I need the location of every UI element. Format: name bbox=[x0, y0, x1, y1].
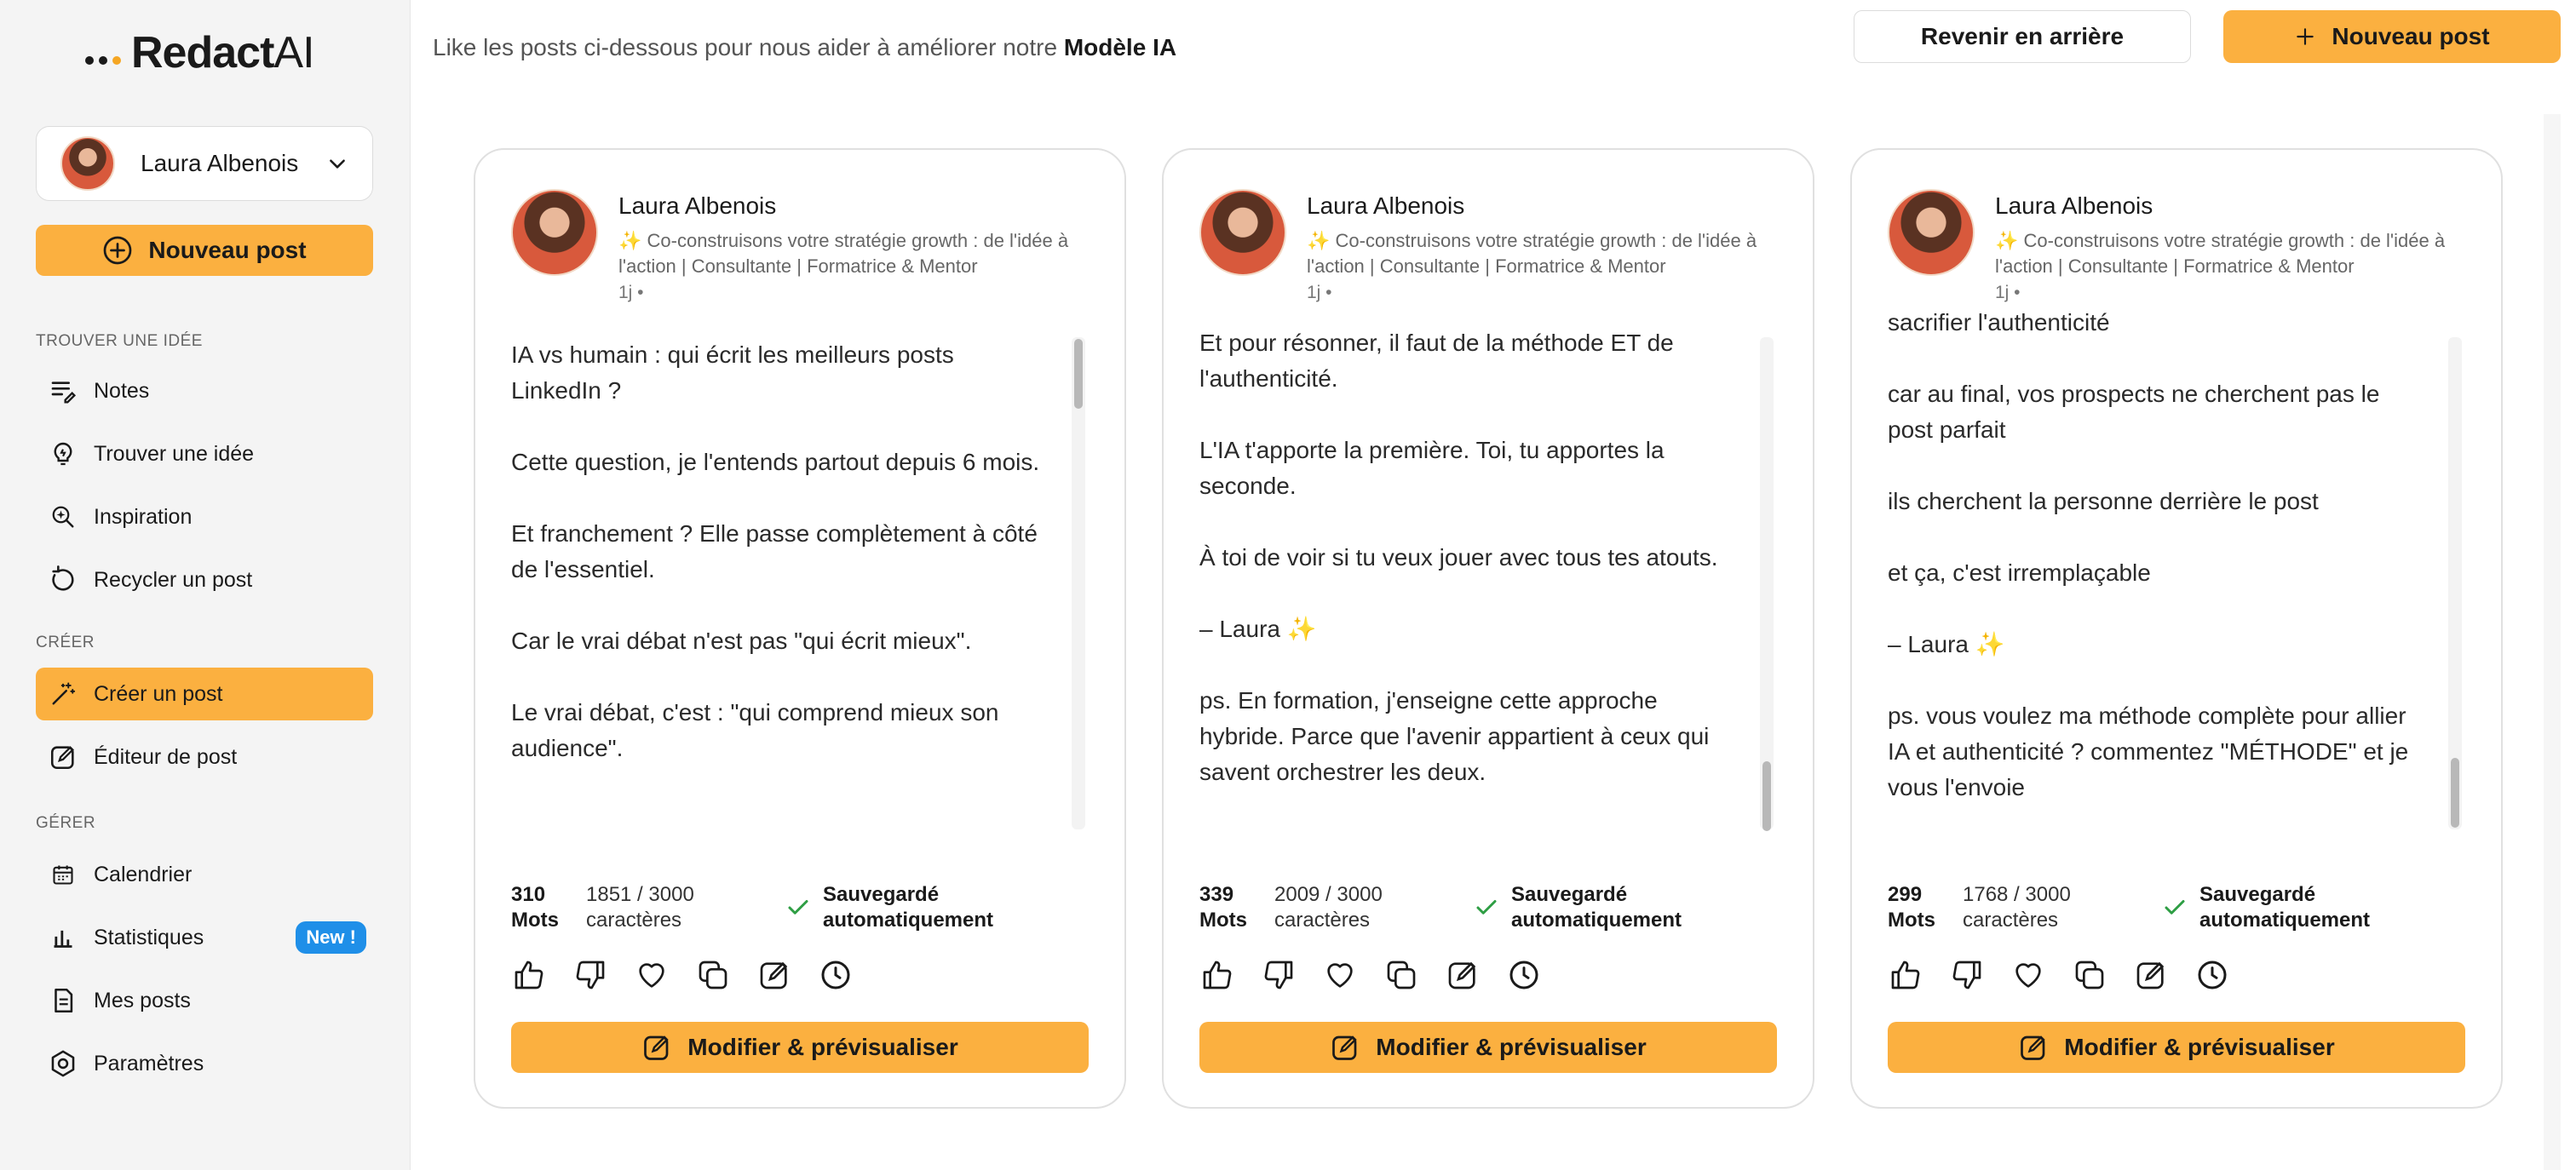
word-count: 299 bbox=[1888, 883, 1923, 906]
post-header bbox=[511, 189, 1095, 303]
autosave-line1: Sauvegardé bbox=[823, 883, 940, 906]
post-actions bbox=[511, 957, 854, 993]
check-icon bbox=[2162, 895, 2188, 921]
post-author: Laura Albenois bbox=[1307, 192, 1465, 219]
recycle-icon bbox=[48, 565, 78, 595]
sidebar-item-create-post[interactable] bbox=[36, 668, 373, 720]
edit-preview-button[interactable] bbox=[1199, 1022, 1777, 1073]
header-new-post-label: Nouveau post bbox=[2332, 23, 2490, 49]
copy-icon[interactable] bbox=[2072, 957, 2107, 993]
magic-wand-icon bbox=[48, 679, 78, 709]
post-author: Laura Albenois bbox=[1995, 192, 2153, 219]
autosave-status bbox=[785, 882, 993, 933]
logo-ai-text: AI bbox=[273, 28, 314, 77]
inspiration-icon bbox=[48, 502, 78, 532]
post-scrollbar-thumb[interactable] bbox=[1074, 339, 1083, 409]
header-instruction-text: Like les posts ci-dessous pour nous aider à améliorer notre bbox=[433, 34, 1058, 60]
thumbs-up-icon[interactable] bbox=[1888, 957, 1923, 993]
post-tagline: ✨ Co-construisons votre stratégie growth : de l'idée à l'action | Consultante | Formatrice & Mentor bbox=[618, 230, 1069, 277]
post-paragraph: – Laura ✨ bbox=[1199, 616, 1317, 642]
post-tagline: ✨ Co-construisons votre stratégie growth : de l'idée à l'action | Consultante | Formatrice & Mentor bbox=[1995, 230, 2446, 277]
autosave-line2: automatiquement bbox=[1511, 909, 1682, 932]
post-scrollbar[interactable] bbox=[1760, 337, 1774, 829]
sidebar-item-label: Mes posts bbox=[94, 988, 191, 1012]
section-title-create: CRÉER bbox=[36, 634, 95, 651]
post-stats bbox=[1888, 882, 2370, 933]
post-paragraph: sacrifier l'authenticité bbox=[1888, 309, 2110, 336]
page-scrollbar[interactable] bbox=[2544, 114, 2561, 1170]
sidebar-item-label: Recycler un post bbox=[94, 567, 253, 592]
sidebar bbox=[0, 0, 411, 1170]
edit-preview-label: Modifier & prévisualiser bbox=[687, 1034, 958, 1060]
edit-icon bbox=[48, 742, 78, 772]
settings-icon bbox=[48, 1048, 78, 1079]
post-card bbox=[1850, 148, 2503, 1109]
post-time: 1j • bbox=[1995, 283, 2021, 302]
logo-text: Redact bbox=[131, 28, 274, 77]
word-count: 339 bbox=[1199, 883, 1234, 906]
post-actions bbox=[1888, 957, 2230, 993]
avatar bbox=[1199, 189, 1286, 276]
post-paragraph: ps. En formation, j'enseigne cette approche hybride. Parce que l'avenir appartient à ceux qui savent orchestrer les deux. bbox=[1199, 687, 1710, 785]
copy-icon[interactable] bbox=[695, 957, 731, 993]
bar-chart-icon bbox=[48, 922, 78, 953]
post-scrollbar[interactable] bbox=[1072, 337, 1085, 829]
section-title-find-idea: TROUVER UNE IDÉE bbox=[36, 332, 203, 350]
thumbs-down-icon[interactable] bbox=[1949, 957, 1985, 993]
edit-preview-label: Modifier & prévisualiser bbox=[1376, 1034, 1647, 1060]
heart-icon[interactable] bbox=[2010, 957, 2046, 993]
post-header bbox=[1199, 189, 1784, 303]
post-paragraph: Et franchement ? Elle passe complètement à côté de l'essentiel. bbox=[511, 520, 1038, 582]
sidebar-item-statistics[interactable] bbox=[36, 911, 373, 964]
edit-icon bbox=[1330, 1032, 1360, 1063]
account-selector[interactable] bbox=[36, 126, 373, 201]
plus-circle-icon bbox=[102, 235, 133, 266]
new-badge: New ! bbox=[296, 921, 366, 954]
post-paragraph: ps. vous voulez ma méthode complète pour allier IA et authenticité ? commentez "MÉTHODE" et je vous l'envoie bbox=[1888, 703, 2409, 800]
thumbs-up-icon[interactable] bbox=[1199, 957, 1235, 993]
sidebar-item-notes[interactable] bbox=[36, 364, 373, 417]
post-content[interactable] bbox=[1888, 309, 2445, 831]
char-count-label: caractères bbox=[1963, 909, 2059, 932]
logo-dots-icon bbox=[85, 36, 121, 70]
section-title-manage: GÉRER bbox=[36, 814, 96, 832]
notes-icon bbox=[48, 376, 78, 406]
calendar-icon bbox=[48, 859, 78, 890]
document-icon bbox=[48, 985, 78, 1016]
post-paragraph: IA vs humain : qui écrit les meilleurs posts LinkedIn ? bbox=[511, 341, 954, 404]
sidebar-item-inspiration[interactable] bbox=[36, 490, 373, 543]
thumbs-up-icon[interactable] bbox=[511, 957, 547, 993]
history-icon[interactable] bbox=[818, 957, 854, 993]
word-count-label: Mots bbox=[1888, 909, 1935, 932]
sidebar-item-find-idea[interactable] bbox=[36, 427, 373, 480]
post-actions bbox=[1199, 957, 1542, 993]
post-paragraph: Car le vrai débat n'est pas "qui écrit mieux". bbox=[511, 628, 972, 654]
history-icon[interactable] bbox=[1506, 957, 1542, 993]
heart-icon[interactable] bbox=[1322, 957, 1358, 993]
char-count-label: caractères bbox=[586, 909, 682, 932]
heart-icon[interactable] bbox=[634, 957, 670, 993]
post-time: 1j • bbox=[1307, 283, 1332, 302]
autosave-line2: automatiquement bbox=[2199, 909, 2371, 932]
sidebar-item-label: Inspiration bbox=[94, 504, 193, 529]
sidebar-item-settings[interactable] bbox=[36, 1037, 373, 1090]
autosave-line2: automatiquement bbox=[823, 909, 994, 932]
sidebar-item-my-posts[interactable] bbox=[36, 974, 373, 1027]
sidebar-item-calendar[interactable] bbox=[36, 848, 373, 901]
header-instruction-bold: Modèle IA bbox=[1063, 34, 1177, 60]
lightbulb-icon bbox=[48, 439, 78, 469]
post-scrollbar[interactable] bbox=[2448, 337, 2462, 829]
account-name: Laura Albenois bbox=[141, 150, 299, 176]
sidebar-item-label: Paramètres bbox=[94, 1051, 204, 1075]
autosave-line1: Sauvegardé bbox=[2199, 883, 2316, 906]
post-paragraph: Le vrai débat, c'est : "qui comprend mieux son audience". bbox=[511, 699, 999, 761]
autosave-status bbox=[2162, 882, 2370, 933]
post-stats bbox=[511, 882, 993, 933]
sidebar-item-label: Créer un post bbox=[94, 681, 223, 706]
word-count-label: Mots bbox=[511, 909, 559, 932]
post-paragraph: Et pour résonner, il faut de la méthode ET de l'authenticité. bbox=[1199, 330, 1674, 392]
copy-icon[interactable] bbox=[1383, 957, 1419, 993]
edit-preview-button[interactable] bbox=[511, 1022, 1089, 1073]
char-count: 2009 / 3000 bbox=[1274, 883, 1383, 906]
post-paragraph: L'IA t'apporte la première. Toi, tu apportes la seconde. bbox=[1199, 437, 1665, 499]
char-count-label: caractères bbox=[1274, 909, 1371, 932]
sidebar-item-post-editor[interactable] bbox=[36, 731, 373, 783]
edit-icon bbox=[641, 1032, 672, 1063]
plus-icon bbox=[2294, 26, 2316, 48]
word-count-label: Mots bbox=[1199, 909, 1247, 932]
header-instruction bbox=[433, 34, 1176, 61]
thumbs-down-icon[interactable] bbox=[1261, 957, 1297, 993]
post-tagline: ✨ Co-construisons votre stratégie growth : de l'idée à l'action | Consultante | Formatrice & Mentor bbox=[1307, 230, 1757, 277]
edit-icon[interactable] bbox=[756, 957, 792, 993]
char-count: 1851 / 3000 bbox=[586, 883, 694, 906]
edit-icon[interactable] bbox=[1445, 957, 1481, 993]
post-paragraph: À toi de voir si tu veux jouer avec tous tes atouts. bbox=[1199, 544, 1718, 571]
back-button[interactable]: Revenir en arrière bbox=[1854, 10, 2191, 63]
edit-preview-label: Modifier & prévisualiser bbox=[2064, 1034, 2335, 1060]
char-count: 1768 / 3000 bbox=[1963, 883, 2071, 906]
sidebar-item-label: Calendrier bbox=[94, 862, 193, 886]
sidebar-item-label: Notes bbox=[94, 378, 150, 403]
chevron-down-icon bbox=[326, 152, 348, 175]
post-text bbox=[1199, 325, 1757, 790]
post-card bbox=[474, 148, 1126, 1109]
history-icon[interactable] bbox=[2194, 957, 2230, 993]
post-content[interactable] bbox=[1199, 330, 1757, 831]
post-time: 1j • bbox=[618, 283, 644, 302]
post-scrollbar-thumb[interactable] bbox=[1762, 761, 1771, 831]
sidebar-item-recycle-post[interactable] bbox=[36, 553, 373, 606]
autosave-line1: Sauvegardé bbox=[1511, 883, 1628, 906]
post-header bbox=[1888, 189, 2472, 303]
post-paragraph: et ça, c'est irremplaçable bbox=[1888, 559, 2151, 586]
sidebar-item-label: Statistiques bbox=[94, 925, 204, 949]
avatar bbox=[60, 136, 115, 191]
post-text bbox=[1888, 305, 2445, 806]
post-author: Laura Albenois bbox=[618, 192, 777, 219]
edit-icon[interactable] bbox=[2133, 957, 2169, 993]
sidebar-item-label: Éditeur de post bbox=[94, 744, 238, 769]
post-paragraph: ils cherchent la personne derrière le post bbox=[1888, 488, 2319, 514]
post-scrollbar-thumb[interactable] bbox=[2451, 758, 2459, 828]
post-content[interactable] bbox=[511, 337, 1068, 831]
check-icon bbox=[785, 895, 811, 921]
sidebar-item-label: Trouver une idée bbox=[94, 441, 255, 466]
avatar bbox=[1888, 189, 1975, 276]
post-paragraph: – Laura ✨ bbox=[1888, 631, 2005, 657]
logo[interactable] bbox=[85, 27, 314, 78]
header-new-post-button[interactable] bbox=[2223, 10, 2561, 63]
thumbs-down-icon[interactable] bbox=[572, 957, 608, 993]
sidebar-new-post-label: Nouveau post bbox=[148, 237, 307, 263]
sidebar-new-post-button[interactable] bbox=[36, 225, 373, 276]
post-card bbox=[1162, 148, 1814, 1109]
edit-icon bbox=[2018, 1032, 2049, 1063]
word-count: 310 bbox=[511, 883, 546, 906]
post-paragraph: Cette question, je l'entends partout depuis 6 mois. bbox=[511, 449, 1040, 475]
check-icon bbox=[1474, 895, 1499, 921]
post-paragraph: car au final, vos prospects ne cherchent pas le post parfait bbox=[1888, 381, 2380, 443]
avatar bbox=[511, 189, 598, 276]
edit-preview-button[interactable] bbox=[1888, 1022, 2465, 1073]
post-text bbox=[511, 337, 1068, 766]
post-stats bbox=[1199, 882, 1682, 933]
autosave-status bbox=[1474, 882, 1682, 933]
